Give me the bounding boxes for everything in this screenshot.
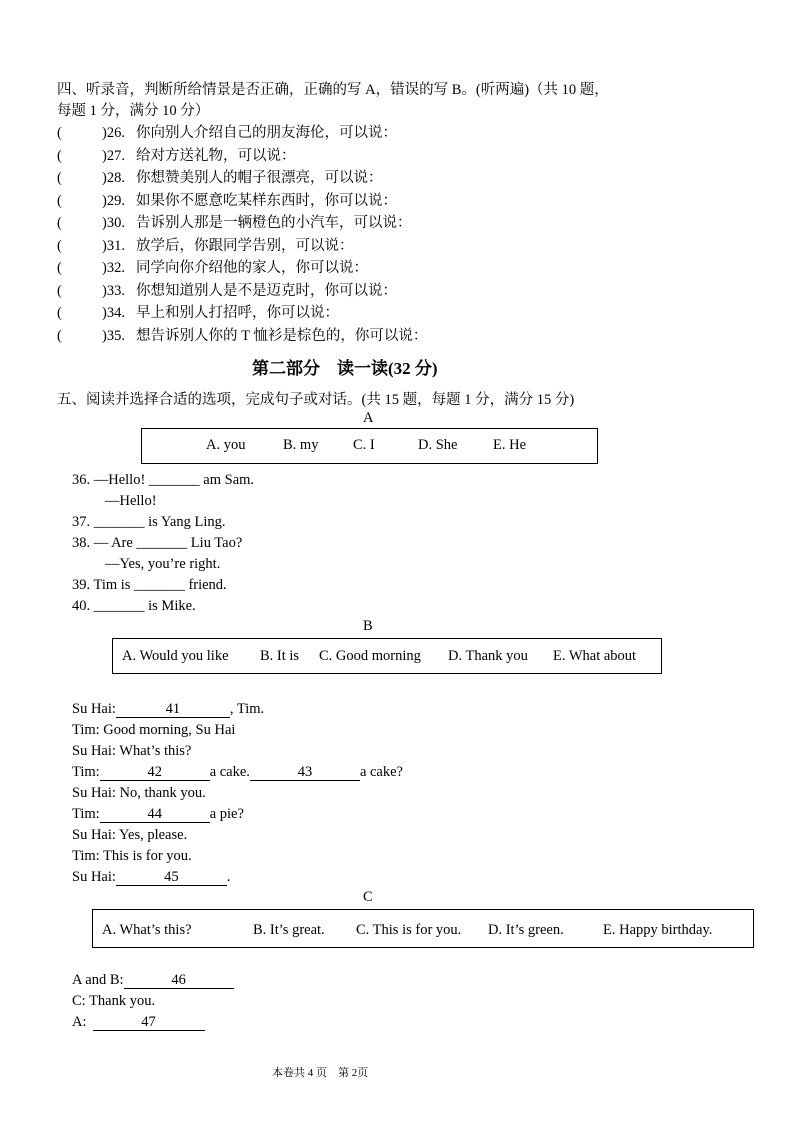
- blank-44[interactable]: 44: [100, 807, 210, 823]
- option-c-c: C. This is for you.: [356, 922, 462, 938]
- section-a-label: A: [363, 410, 374, 426]
- option-c-e: E. Happy birthday.: [603, 922, 713, 938]
- listening-item: [57, 189, 397, 210]
- option-b-a: A. Would you like: [122, 648, 229, 664]
- listening-item: [57, 211, 412, 232]
- item-text: 如果你不愿意吃某样东西时，你可以说：: [136, 192, 397, 209]
- option-a-d: D. She: [418, 437, 458, 453]
- answer-paren[interactable]: (: [57, 260, 62, 276]
- option-a-a: A. you: [206, 437, 246, 453]
- item-text: 想告诉别人你的 T 恤衫是棕色的，你可以说：: [136, 327, 428, 344]
- question-37: 37. _______ is Yang Ling.: [72, 514, 226, 530]
- question-36: 36. —Hello! _______ am Sam.: [72, 472, 255, 488]
- item-number: )28.: [102, 170, 125, 186]
- blank-43[interactable]: 43: [250, 765, 360, 781]
- dialog-line-3: Su Hai: What’s this?: [72, 743, 192, 759]
- item-number: )34.: [102, 305, 125, 321]
- option-a-c: C. I: [353, 437, 375, 453]
- listening-item: [57, 121, 397, 142]
- listening-item: [57, 256, 368, 277]
- question-38-reply: —Yes, you’re right.: [105, 556, 221, 572]
- item-text: 早上和别人打招呼，你可以说：: [136, 305, 339, 321]
- listening-item: [57, 234, 354, 255]
- option-b-b: B. It is: [260, 648, 300, 664]
- question-36-reply: —Hello!: [105, 493, 157, 509]
- answer-paren[interactable]: (: [57, 327, 62, 344]
- answer-paren[interactable]: (: [57, 170, 62, 186]
- listening-item: [57, 279, 397, 300]
- answer-paren[interactable]: (: [57, 215, 62, 231]
- option-b-c: C. Good morning: [319, 648, 421, 664]
- item-number: )33.: [102, 282, 125, 299]
- blank-45[interactable]: 45: [116, 870, 227, 886]
- section-a-options-box: [141, 428, 598, 464]
- dialog-41: Su Hai: 41 , Tim.: [72, 701, 265, 717]
- item-text: 放学后，你跟同学告别，可以说：: [136, 237, 354, 254]
- item-number: )35.: [102, 327, 125, 344]
- item-text: 你想赞美别人的帽子很漂亮，可以说：: [136, 170, 383, 186]
- listening-item: [57, 144, 296, 165]
- item-number: )31.: [102, 237, 125, 254]
- section-c-options-box: [92, 909, 754, 948]
- section5-header: 五、阅读并选择合适的选项，完成句子或对话。(共 15 题，每题 1 分，满分 15 分): [57, 392, 575, 408]
- section-b-options-box: [112, 638, 662, 674]
- answer-paren[interactable]: (: [57, 237, 62, 254]
- dialog-line-5: Su Hai: No, thank you.: [72, 785, 206, 801]
- part2-title: 第二部分 读一读(32 分): [252, 359, 438, 378]
- answer-paren[interactable]: (: [57, 305, 62, 321]
- item-text: 给对方送礼物，可以说：: [136, 147, 296, 164]
- listening-item: [57, 166, 383, 187]
- section-c-label: C: [363, 889, 373, 905]
- listening-item: [57, 324, 427, 345]
- dialog-45: Su Hai: 45 .: [72, 869, 231, 885]
- section-b-label: B: [363, 618, 373, 634]
- section4-header-line1: 四、听录音，判断所给情景是否正确，正确的写 A，错误的写 B。(听两遍)（共 10 题，: [57, 82, 609, 98]
- dialog-line-c2: C: Thank you.: [72, 993, 156, 1009]
- answer-paren[interactable]: (: [57, 282, 62, 299]
- item-text: 你想知道别人是不是迈克时，你可以说：: [136, 282, 397, 299]
- question-40: 40. _______ is Mike.: [72, 598, 196, 614]
- listening-item: [57, 301, 339, 322]
- dialog-42-43: Tim: 42 a cake. 43 a cake?: [72, 764, 403, 780]
- option-b-d: D. Thank you: [448, 648, 528, 664]
- option-c-d: D. It’s green.: [488, 922, 564, 938]
- item-text: 你向别人介绍自己的朋友海伦，可以说：: [136, 125, 397, 141]
- answer-paren[interactable]: (: [57, 192, 62, 209]
- blank-42[interactable]: 42: [100, 765, 210, 781]
- option-a-b: B. my: [283, 437, 319, 453]
- dialog-line-2: Tim: Good morning, Su Hai: [72, 722, 236, 738]
- dialog-46: A and B: 46: [72, 972, 234, 989]
- question-38: 38. — Are _______ Liu Tao?: [72, 535, 243, 551]
- item-number: )26.: [102, 125, 125, 141]
- dialog-line-7: Su Hai: Yes, please.: [72, 827, 188, 843]
- option-a-e: E. He: [493, 437, 527, 453]
- question-39: 39. Tim is _______ friend.: [72, 577, 227, 593]
- item-number: )30.: [102, 215, 125, 231]
- option-c-b: B. It’s great.: [253, 922, 325, 938]
- blank-41[interactable]: 41: [116, 702, 230, 718]
- dialog-47: A: 47: [72, 1014, 205, 1031]
- item-number: )32.: [102, 260, 125, 276]
- blank-46[interactable]: 46: [124, 973, 234, 989]
- item-text: 同学向你介绍他的家人，你可以说：: [136, 260, 368, 276]
- section4-header-line2: 每题 1 分，满分 10 分）: [57, 103, 210, 119]
- option-c-a: A. What’s this?: [102, 922, 192, 938]
- page-footer: 本卷共 4 页 第 2页: [272, 1067, 369, 1079]
- dialog-44: Tim: 44 a pie?: [72, 806, 244, 822]
- answer-paren[interactable]: (: [57, 147, 62, 164]
- option-b-e: E. What about: [553, 648, 637, 664]
- dialog-line-8: Tim: This is for you.: [72, 848, 192, 864]
- item-text: 告诉别人那是一辆橙色的小汽车，可以说：: [136, 215, 412, 231]
- item-number: )29.: [102, 192, 125, 209]
- item-number: )27.: [102, 147, 125, 164]
- blank-47[interactable]: 47: [93, 1015, 205, 1031]
- answer-paren[interactable]: (: [57, 125, 62, 141]
